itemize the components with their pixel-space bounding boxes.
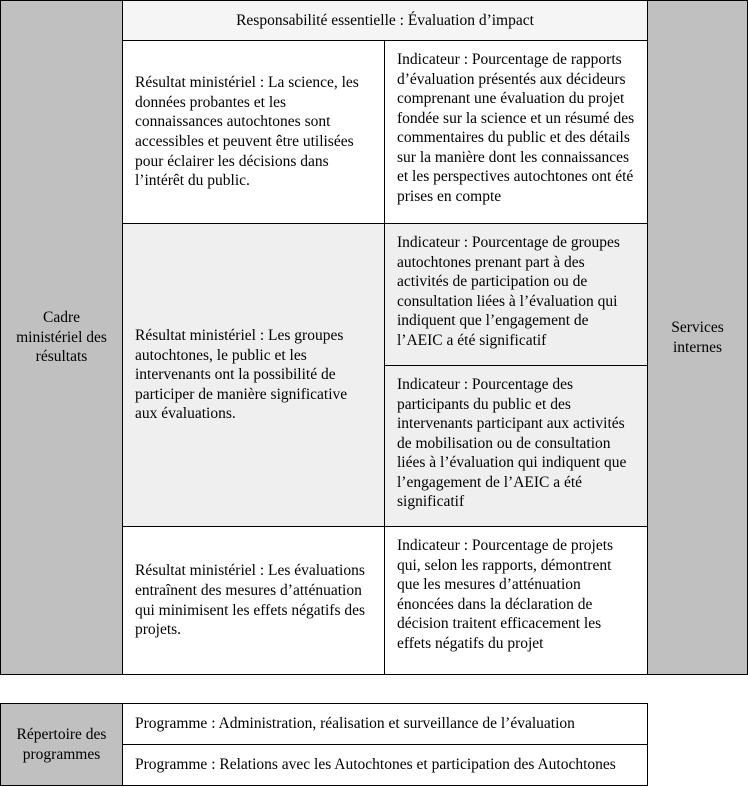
ministerial-result-1 — [123, 41, 384, 223]
program-inventory-table — [0, 703, 648, 786]
framework-left-band-label: Cadre ministériel des résultats — [1, 1, 122, 674]
program-2-text: Programme : Relations avec les Autochtones et participation des Autochtones — [135, 756, 616, 774]
program-inventory-band-label: Répertoire des programmes — [1, 704, 122, 785]
internal-services-band-label: Services internes — [648, 1, 747, 674]
program-row-1 — [123, 704, 647, 744]
program-1-text: Programme : Administration, réalisation et surveillance de l’évaluation — [135, 715, 575, 733]
ministerial-result-3-text: Résultat ministériel : Les évaluations entraînent des mesures d’atténuation qui minimisent les effets négatifs des projets. — [135, 562, 366, 639]
indicator-3: Indicateur : Pourcentage des participants du public et des intervenants participant aux activités de mobilisation ou de consultation liées à l’évaluation qui indiquent que l’engagement de l’AEIC a été significatif — [385, 366, 647, 526]
core-responsibility-header: Responsabilité essentielle : Évaluation d’impact — [123, 1, 647, 40]
ministerial-result-1-text: Résultat ministériel : La science, les données probantes et les connaissances autochtones sont accessibles et peuvent être utilisées pour éclairer les décisions dans l’intérêt du public. — [135, 74, 359, 190]
indicator-2: Indicateur : Pourcentage de groupes autochtones prenant part à des activités de participation ou de consultation liées à l’évaluation qui indiquent que l’engagement de l’AEIC a été significatif — [385, 224, 647, 365]
ministerial-result-3 — [123, 527, 384, 674]
ministerial-result-2-text: Résultat ministériel : Les groupes autochtones, le public et les intervenants ont la possibilité de participer de manière significative aux évaluations. — [135, 327, 348, 423]
program-row-2 — [123, 745, 647, 785]
indicator-1: Indicateur : Pourcentage de rapports d’évaluation présentés aux décideurs comprenant une évaluation du projet fondée sur la science et un résumé des commentaires du public et des détails sur la manière dont les connaissances et les perspectives autochtones ont été prises en compte — [385, 41, 647, 223]
ministerial-result-2 — [123, 224, 384, 526]
indicator-4: Indicateur : Pourcentage de projets qui, selon les rapports, démontrent que les mesures d’atténuation énoncées dans la déclaration de décision traitent efficacement les effets négatifs du projet — [385, 527, 647, 674]
